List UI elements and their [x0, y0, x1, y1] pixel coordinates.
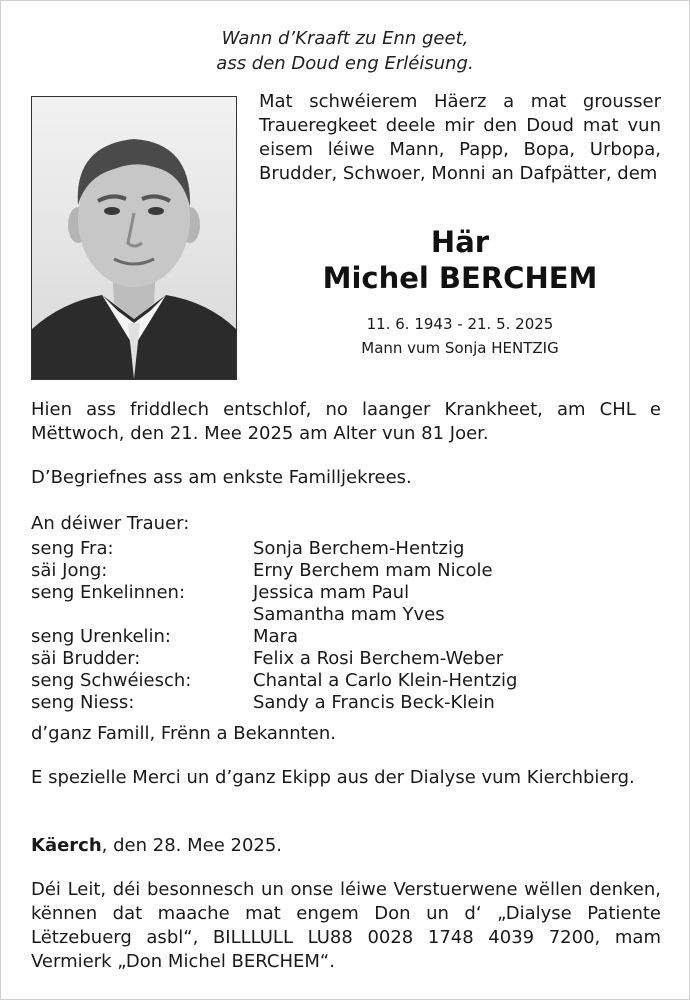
relation-label: seng Schwéiesch:: [31, 670, 192, 691]
spouse-line: Mann vum Sonja HENTZIG: [361, 339, 559, 357]
relation-label: säi Brudder:: [31, 648, 141, 669]
motto: [0, 26, 690, 76]
motto-line-1: Wann d’Kraaft zu Enn geet,: [221, 28, 469, 49]
intro-text: Mat schwéierem Häerz a mat grousser Traueregkeet deele mir den Doud mat vun eisem léiwe Mann, Papp, Bopa, Urbopa, Brudder, Schwoer, Monni an Dafpätter, dem: [259, 91, 661, 184]
list-item: [31, 560, 661, 582]
date: , den 28. Mee 2025.: [101, 835, 283, 856]
motto-line-2: ass den Doud eng Erléisung.: [216, 53, 474, 74]
thanks-text: E spezielle Merci un d’ganz Ekipp aus der Dialyse vum Kierchbierg.: [31, 767, 635, 788]
life-dates-block: [259, 312, 661, 360]
mourners-heading: An déiwer Trauer:: [31, 513, 190, 534]
donation-text: Déi Leit, déi besonnesch un onse léiwe Verstuerwene wëllen denken, kënnen dat maache mat engem Don un d‘ „Dialyse Patiente Lëtzebuerg asbl“, BILLLULL LU88 0028 1748 4039 7200, mam Vermierk „Don Michel BERCHEM“.: [31, 879, 661, 972]
mourner-names: Sandy a Francis Beck-Klein: [253, 692, 495, 713]
list-item: [31, 582, 661, 604]
life-dates: 11. 6. 1943 - 21. 5. 2025: [366, 315, 554, 333]
mourner-names: Mara: [253, 626, 298, 647]
death-notice: Hien ass friddlech entschlof, no laanger Krankheet, am CHL e Mëttwoch, den 21. Mee 2025 am Alter vun 81 Joer.: [31, 399, 661, 444]
mourner-names: Chantal a Carlo Klein-Hentzig: [253, 670, 518, 691]
place: Käerch: [31, 835, 102, 856]
mourner-names: Jessica mam Paul: [253, 582, 410, 603]
closing-family: d’ganz Famill, Frënn a Bekannten.: [31, 723, 336, 744]
mourner-names: Samantha mam Yves: [253, 604, 445, 625]
place-date: [31, 834, 661, 858]
list-item: [31, 538, 661, 560]
relation-label: säi Jong:: [31, 560, 108, 581]
relation-label: seng Enkelinnen:: [31, 582, 186, 603]
mourner-names: Erny Berchem mam Nicole: [253, 560, 493, 581]
mourner-names: Felix a Rosi Berchem-Weber: [253, 648, 504, 669]
honorific: Här: [430, 225, 490, 259]
mourner-names: Sonja Berchem-Hentzig: [253, 538, 465, 559]
deceased-name: Michel BERCHEM: [322, 261, 598, 295]
list-item: [31, 670, 661, 692]
deceased-name-block: [259, 224, 661, 296]
list-item: [31, 626, 661, 648]
family-note: D’Begriefnes ass am enkste Familljekrees.: [31, 467, 412, 488]
list-item: [31, 692, 661, 714]
portrait-photo: [31, 96, 237, 380]
list-item: [31, 604, 661, 626]
portrait-image: [32, 97, 236, 379]
relation-label: seng Urenkelin:: [31, 626, 172, 647]
list-item: [31, 648, 661, 670]
relation-label: seng Fra:: [31, 538, 114, 559]
relation-label: seng Niess:: [31, 692, 135, 713]
mourners-list: [31, 538, 661, 714]
